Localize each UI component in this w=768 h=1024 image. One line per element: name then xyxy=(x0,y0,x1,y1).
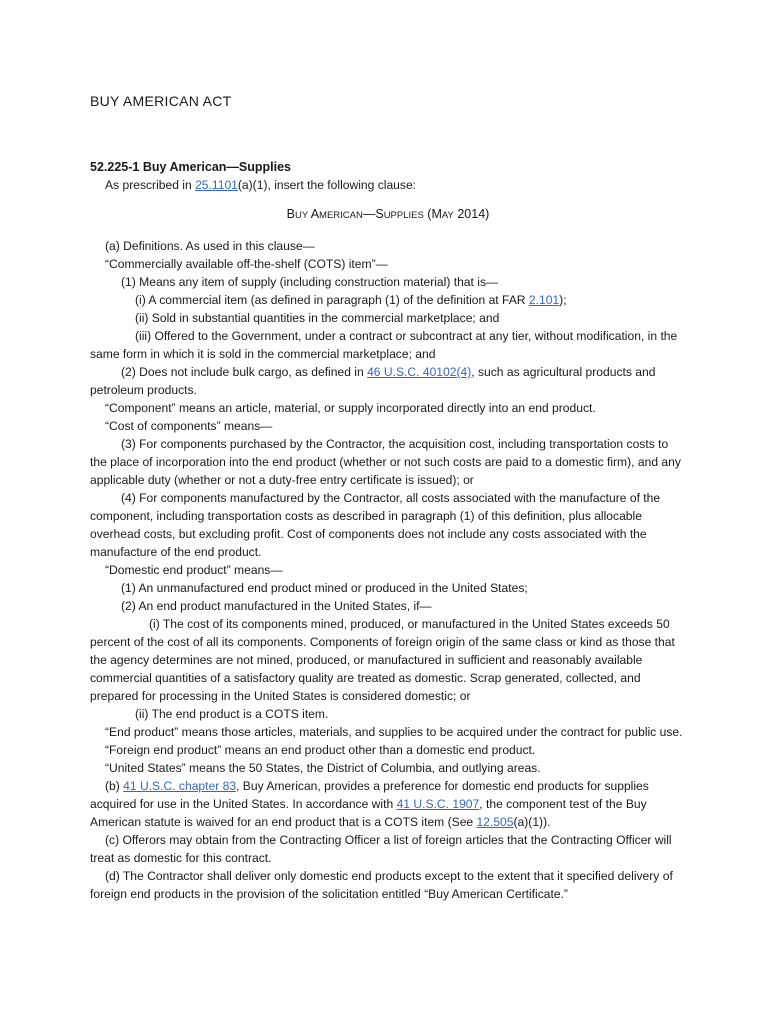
paragraph-b: (b) 41 U.S.C. chapter 83, Buy American, provides a preference for domestic end products for supplies acquired for use in the United States. In accordance with 41 U.S.C. 1907, the component test of the Buy American statute is waived for an end product that is a COTS item (See 12.505(a)(1)). xyxy=(90,779,649,829)
paragraph-d: (d) The Contractor shall deliver only domestic end products except to the extent that it specified delivery of foreign end products in the provision of the solicitation entitled “Buy American Certificate.” xyxy=(90,869,673,901)
paragraph-c: (c) Offerors may obtain from the Contracting Officer a list of foreign articles that the Contracting Officer will treat as domestic for this contract. xyxy=(90,833,672,865)
link-41-usc-chapter-83[interactable]: 41 U.S.C. chapter 83 xyxy=(123,779,237,793)
cots-item-2: (2) Does not include bulk cargo, as defined in 46 U.S.C. 40102(4), such as agricultural products and petroleum products. xyxy=(90,365,656,397)
domestic-item-2: (2) An end product manufactured in the United States, if— xyxy=(121,599,432,613)
cots-item-1-ii: (ii) Sold in substantial quantities in the commercial marketplace; and xyxy=(135,311,500,325)
cots-item-1-iii: (iii) Offered to the Government, under a contract or subcontract at any tier, without modification, in the same form in which it is sold in the commercial marketplace; and xyxy=(90,329,678,361)
domestic-item-2-ii: (ii) The end product is a COTS item. xyxy=(135,707,329,721)
prescribed-paragraph: As prescribed in 25.1101(a)(1), insert the following clause: xyxy=(105,178,417,192)
link-46-usc-40102[interactable]: 46 U.S.C. 40102(4) xyxy=(367,365,472,379)
document-page xyxy=(90,91,686,903)
domestic-item-2-i: (i) The cost of its components mined, produced, or manufactured in the United States exceeds 50 percent of the cost of all its components. Components of foreign origin of the same class or kind as those that the agency determines are not mined, produced, or manufactured in sufficient and reasonably available commercial quantities of a satisfactory quality are treated as domestic. Scrap generated, collected, and prepared for processing in the United States is considered domestic; or xyxy=(90,617,675,703)
definition-cots: “Commercially available off-the-shelf (COTS) item”— xyxy=(105,257,388,271)
cost-item-3: (3) For components purchased by the Contractor, the acquisition cost, including transportation costs to the place of incorporation into the end product (whether or not such costs are paid to a domestic firm), and any applicable duty (whether or not a duty-free entry certificate is issued); or xyxy=(90,437,681,487)
document-title: BUY AMERICAN ACT xyxy=(90,93,232,109)
cots-item-1-i: (i) A commercial item (as defined in paragraph (1) of the definition at FAR 2.101); xyxy=(135,293,567,307)
link-25-1101[interactable]: 25.1101 xyxy=(195,178,238,192)
definition-cost-of-components: “Cost of components” means— xyxy=(105,419,273,433)
cots-item-1: (1) Means any item of supply (including construction material) that is— xyxy=(121,275,499,289)
section-heading: 52.225-1 Buy American—Supplies xyxy=(90,160,292,174)
definition-end-product: “End product” means those articles, materials, and supplies to be acquired under the contract for public use. xyxy=(105,725,683,739)
paragraph-a-definitions: (a) Definitions. As used in this clause— xyxy=(105,239,315,253)
definition-foreign-end-product: “Foreign end product” means an end product other than a domestic end product. xyxy=(105,743,536,757)
definition-component: “Component” means an article, material, or supply incorporated directly into an end product. xyxy=(105,401,596,415)
link-far-2-101[interactable]: 2.101 xyxy=(528,293,560,307)
definition-united-states: “United States” means the 50 States, the District of Columbia, and outlying areas. xyxy=(105,761,541,775)
link-12-505[interactable]: 12.505 xyxy=(476,815,514,829)
clause-title: BUY AMERICAN—SUPPLIES (MAY 2014) xyxy=(286,207,490,221)
cost-item-4: (4) For components manufactured by the Contractor, all costs associated with the manufacture of the component, including transportation costs as described in paragraph (1) of this definition, plus allocable overhead costs, but excluding profit. Cost of components does not include any costs associated with the manufacture of the end product. xyxy=(90,491,661,559)
link-41-usc-1907[interactable]: 41 U.S.C. 1907 xyxy=(396,797,480,811)
definition-domestic-end-product: “Domestic end product” means— xyxy=(105,563,283,577)
domestic-item-1: (1) An unmanufactured end product mined or produced in the United States; xyxy=(121,581,528,595)
